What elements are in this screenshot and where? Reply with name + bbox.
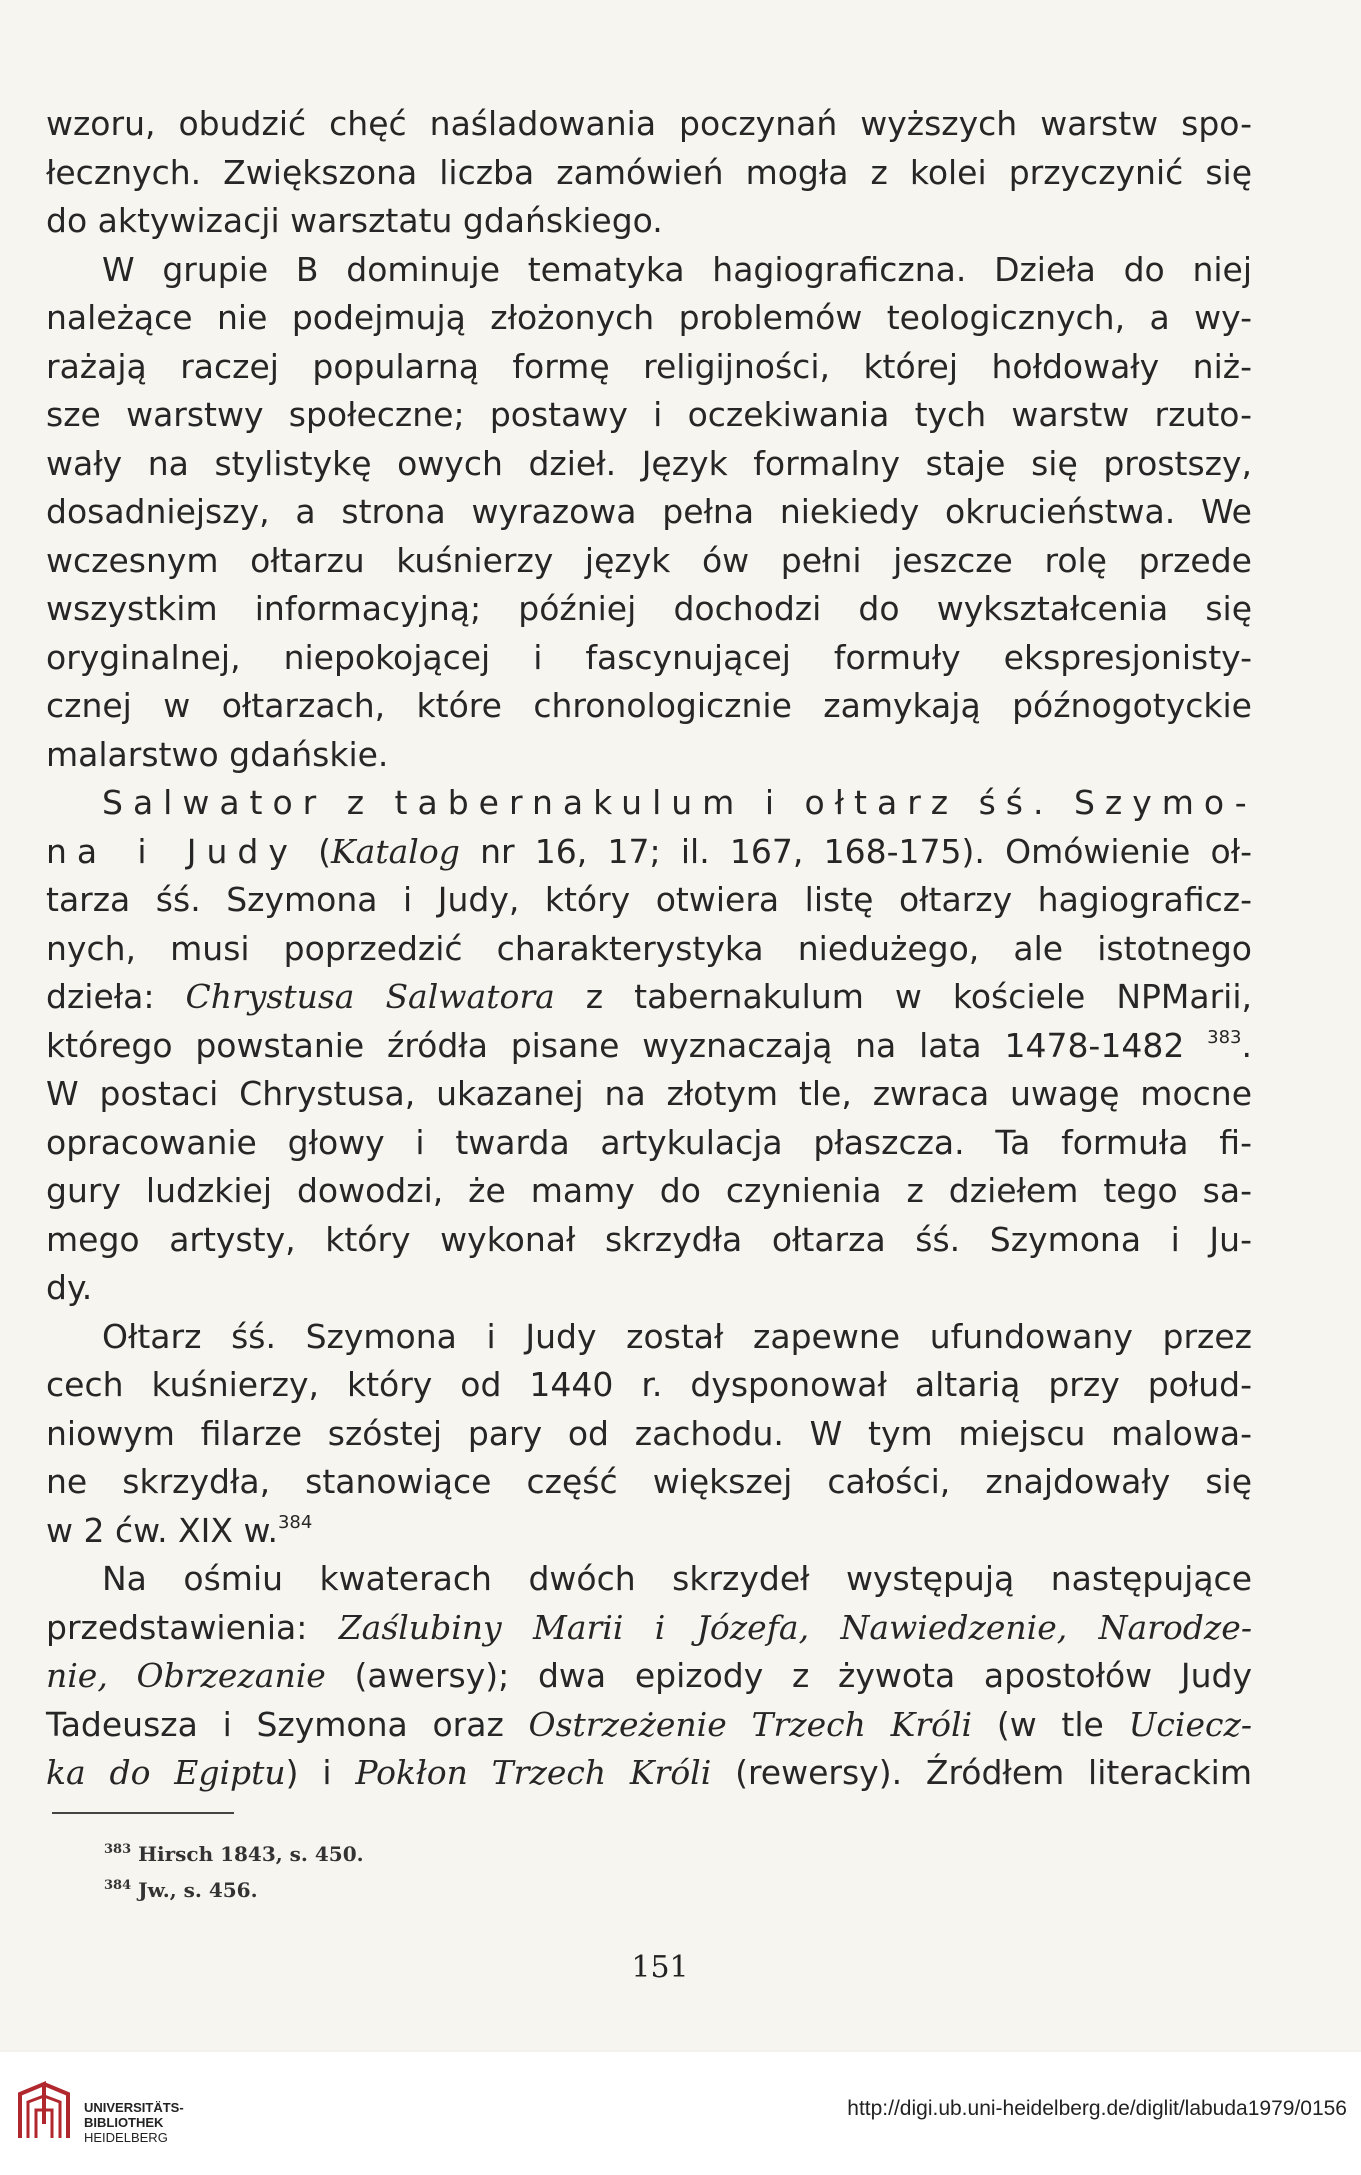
italic-fragment: Zaślubiny Marii i Józefa, Nawiedzenie, Narodze- bbox=[338, 1607, 1252, 1647]
text-line: Na ośmiu kwaterach dwóch skrzydeł występują następujące bbox=[102, 1559, 1252, 1598]
text-line: rażają raczej popularną formę religijności, której hołdowały niż- bbox=[46, 346, 1252, 386]
text-fragment: przedstawienia: bbox=[46, 1607, 339, 1647]
text-fragment: dzieła: bbox=[46, 977, 186, 1016]
text-line: dosadniejszy, a strona wyrazowa pełna niekiedy okrucieństwa. We bbox=[46, 492, 1252, 531]
italic-fragment: Uciecz- bbox=[1128, 1704, 1252, 1744]
text-fragment: ( bbox=[297, 831, 332, 871]
text-line: dy. bbox=[46, 1268, 93, 1307]
text-line bbox=[46, 973, 1252, 1022]
text-line bbox=[46, 1604, 1252, 1653]
page-number: 151 bbox=[631, 1950, 689, 1985]
text-line bbox=[46, 1749, 1252, 1798]
text-line: do aktywizacji warsztatu gdańskiego. bbox=[46, 201, 663, 240]
text-line: wszystkim informacyjną; później dochodzi do wykształcenia się bbox=[46, 589, 1252, 628]
text-line: łecznych. Zwiększona liczba zamówień mogła z kolei przyczynić się bbox=[46, 152, 1252, 192]
text-fragment: (rewersy). Źródłem literackim bbox=[711, 1753, 1252, 1792]
footnote-number: 384 bbox=[104, 1878, 132, 1893]
section-heading-line: Salwator z tabernakulum i ołtarz śś. Szymo- bbox=[102, 783, 1257, 822]
footnote-384 bbox=[104, 1872, 364, 1908]
text-fragment: Tadeusza i Szymona oraz bbox=[46, 1704, 529, 1744]
text-line: wzoru, obudzić chęć naśladowania poczynań wyższych warstw spo- bbox=[46, 104, 1252, 143]
text-line: należące nie podejmują złożonych problemów teologicznych, a wy- bbox=[46, 298, 1252, 337]
text-line bbox=[46, 1701, 1252, 1750]
footnote-number: 383 bbox=[104, 1842, 132, 1857]
footnote-ref: 383 bbox=[1207, 1026, 1242, 1048]
footnote-divider bbox=[52, 1812, 234, 1814]
text-line: ne skrzydła, stanowiące część większej całości, znajdowały się bbox=[46, 1462, 1252, 1501]
text-line: Ołtarz śś. Szymona i Judy został zapewne ufundowany przez bbox=[102, 1316, 1252, 1356]
text-line: wały na stylistykę owych dzieł. Język formalny staje się prostszy, bbox=[46, 443, 1252, 483]
text-line bbox=[46, 828, 1252, 877]
text-line: cech kuśnierzy, który od 1440 r. dysponował altarią przy połud- bbox=[46, 1365, 1252, 1404]
text-line: tarza śś. Szymona i Judy, który otwiera listę ołtarzy hagiograficz- bbox=[46, 880, 1252, 919]
italic-fragment: nie, Obrzezanie bbox=[46, 1656, 326, 1695]
body-text bbox=[46, 100, 1257, 1798]
text-fragment: (awersy); dwa epizody z żywota apostołów Judy bbox=[325, 1656, 1252, 1695]
text-line: sze warstwy społeczne; postawy i oczekiwania tych warstw rzuto- bbox=[46, 395, 1252, 434]
text-fragment: . bbox=[1241, 1025, 1252, 1065]
ub-heidelberg-logo-icon bbox=[14, 2080, 78, 2144]
italic-fragment: ka do Egiptu bbox=[46, 1753, 286, 1792]
text-line: malarstwo gdańskie. bbox=[46, 734, 389, 774]
library-name bbox=[84, 2100, 184, 2145]
text-fragment: z tabernakulum w kościele NPMarii, bbox=[554, 977, 1252, 1016]
library-name-line: BIBLIOTHEK bbox=[84, 2115, 164, 2130]
footnote-383 bbox=[104, 1836, 364, 1872]
text-line: wczesnym ołtarzu kuśnierzy język ów pełni jeszcze rolę przede bbox=[46, 540, 1252, 580]
source-url-link[interactable]: http://digi.ub.uni-heidelberg.de/diglit/labuda1979/0156 bbox=[847, 2097, 1347, 2120]
footer-bar bbox=[0, 2052, 1361, 2175]
text-fragment: (w tle bbox=[972, 1704, 1129, 1744]
text-fragment: w 2 ćw. XIX w. bbox=[46, 1510, 278, 1550]
section-heading-end: na i Judy bbox=[46, 831, 298, 871]
text-fragment: ) i bbox=[285, 1753, 356, 1792]
text-line: W postaci Chrystusa, ukazanej na złotym tle, zwraca uwagę mocne bbox=[46, 1074, 1252, 1113]
footnote-ref: 384 bbox=[277, 1511, 313, 1533]
text-line: opracowanie głowy i twarda artykulacja płaszcza. Ta formuła fi- bbox=[46, 1122, 1252, 1162]
text-line: niowym filarze szóstej pary od zachodu. W tym miejscu malowa- bbox=[46, 1413, 1252, 1453]
italic-fragment: Pokłon Trzech Króli bbox=[355, 1753, 712, 1792]
footnotes bbox=[104, 1836, 364, 1908]
text-line: nych, musi poprzedzić charakterystyka niedużego, ale istotnego bbox=[46, 928, 1252, 968]
text-fragment: nr 16, 17; il. 167, 168-175). Omówienie oł- bbox=[459, 831, 1252, 871]
library-name-line: HEIDELBERG bbox=[84, 2130, 168, 2145]
footnote-text: Hirsch 1843, s. 450. bbox=[138, 1842, 364, 1866]
text-line: gury ludzkiej dowodzi, że mamy do czynienia z dziełem tego sa- bbox=[46, 1171, 1252, 1210]
text-line bbox=[46, 1652, 1252, 1701]
text-line: mego artysty, który wykonał skrzydła ołtarza śś. Szymona i Ju- bbox=[46, 1219, 1252, 1259]
text-fragment: którego powstanie źródła pisane wyznaczają na lata 1478-1482 bbox=[46, 1025, 1208, 1065]
italic-fragment: Ostrzeżenie Trzech Króli bbox=[528, 1704, 973, 1744]
italic-fragment: Chrystusa Salwatora bbox=[185, 977, 555, 1016]
text-line: W grupie B dominuje tematyka hagiograficzna. Dzieła do niej bbox=[102, 249, 1252, 289]
italic-fragment: Katalog bbox=[331, 831, 460, 871]
text-line bbox=[46, 1022, 1252, 1071]
text-line: oryginalnej, niepokojącej i fascynującej formuły ekspresjonisty- bbox=[46, 637, 1252, 677]
text-line bbox=[46, 1507, 1252, 1556]
footnote-text: Jw., s. 456. bbox=[138, 1878, 258, 1902]
text-line: cznej w ołtarzach, które chronologicznie zamykają późnogotyckie bbox=[46, 686, 1252, 725]
library-name-line: UNIVERSITÄTS- bbox=[84, 2100, 184, 2115]
